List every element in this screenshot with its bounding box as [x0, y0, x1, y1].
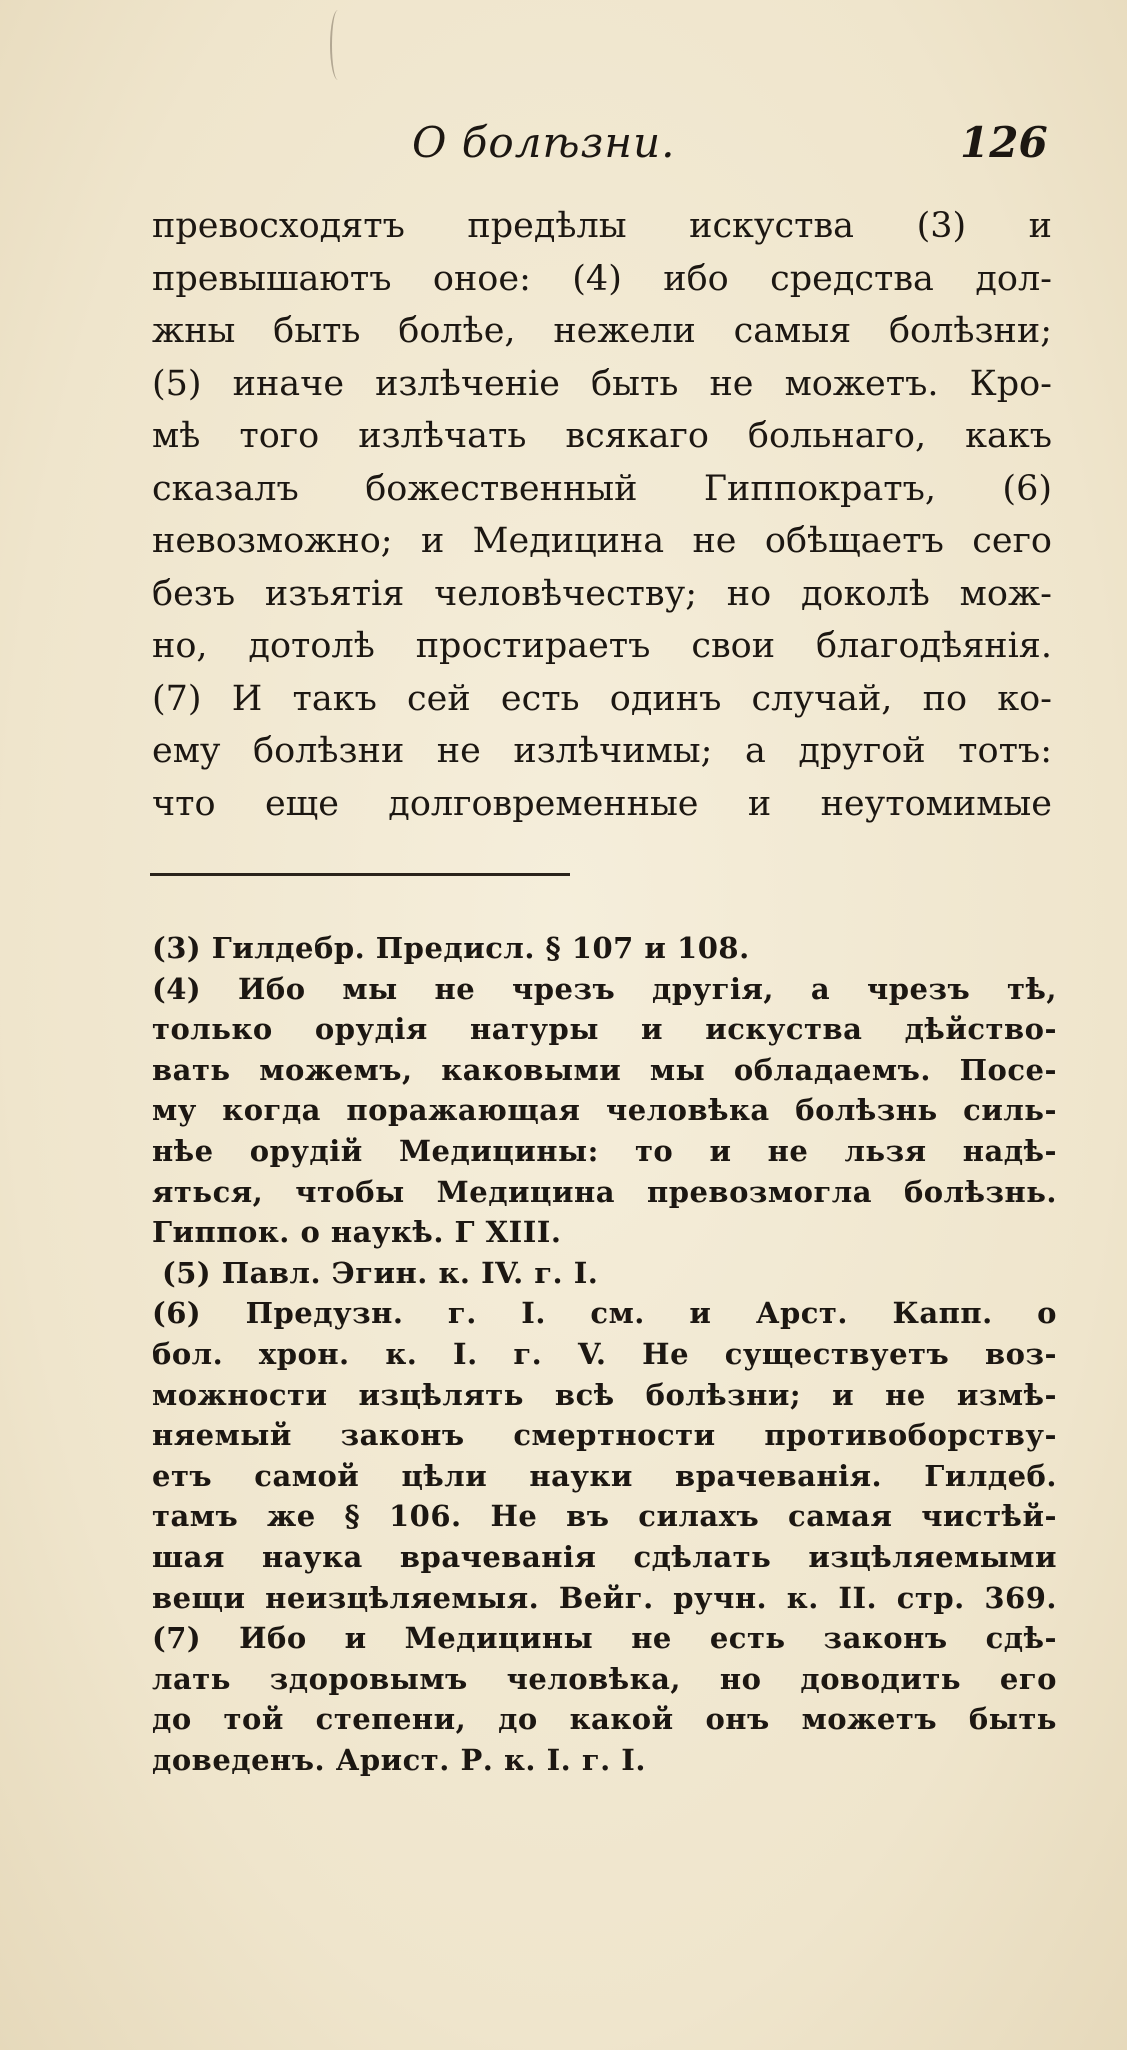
text-line: ему болѣзни не излѣчимы; а другой тотъ: — [152, 731, 1052, 771]
text-line: превышаютъ оное: (4) ибо средства дол- — [152, 258, 1052, 299]
text-line: безъ изъятія человѣчеству; но доколѣ мож- — [152, 573, 1052, 614]
footnote-line: только орудія натуры и искуства дѣйство- — [152, 1012, 1057, 1047]
footnote-line: шая наука врачеванія сдѣлать изцѣляемыми — [152, 1539, 1057, 1574]
text-line: но, дотолѣ простираетъ свои благодѣянія. — [152, 626, 1052, 666]
footnote-line: (4) Ибо мы не чрезъ другія, а чрезъ тѣ, — [152, 971, 1057, 1006]
page-number: 126 — [960, 118, 1048, 167]
footnote-line: (6) Предузн. г. I. см. и Арст. Капп. о — [152, 1296, 1057, 1331]
footnote-line: можности изцѣлять всѣ болѣзни; и не измѣ- — [152, 1377, 1057, 1412]
text-line: мѣ того излѣчать всякаго больнаго, какъ — [152, 416, 1052, 456]
footnote-line: вещи неизцѣляемыя. Вейг. ручн. к. II. стр. 369. — [152, 1580, 1057, 1615]
text-line: что еще долговременные и неутомимые — [152, 783, 1052, 824]
footnote-line: му когда поражающая человѣка болѣзнь силь- — [152, 1093, 1057, 1128]
footnote-line: (7) Ибо и Медицины не есть законъ сдѣ- — [152, 1621, 1057, 1656]
footnote-line: Гиппок. о наукѣ. Г XIII. — [152, 1215, 562, 1250]
footnote-line: до той степени, до какой онъ можетъ быть — [152, 1702, 1057, 1737]
text-line: сказалъ божественный Гиппократъ, (6) — [152, 468, 1052, 509]
footnote-line: бол. хрон. к. I. г. V. Не существуетъ воз- — [152, 1336, 1057, 1371]
text-line: (7) И такъ сей есть одинъ случай, по ко- — [152, 678, 1052, 719]
footnotes — [152, 928, 1057, 1780]
footnote-line: (3) Гилдебр. Предисл. § 107 и 108. — [152, 931, 750, 965]
footnote-divider — [150, 873, 570, 876]
footnote-line: яться, чтобы Медицина превозмогла болѣзнь. — [152, 1174, 1057, 1209]
footnote-line: няемый законъ смертности противоборству- — [152, 1418, 1057, 1453]
main-text — [152, 200, 1052, 830]
text-line: (5) иначе излѣченіе быть не можетъ. Кро- — [152, 363, 1052, 404]
running-title: О болѣзни. — [412, 118, 676, 167]
footnote-line: нѣе орудій Медицины: то и не льзя надѣ- — [152, 1133, 1057, 1168]
running-header — [0, 118, 1127, 188]
text-line: невозможно; и Медицина не обѣщаетъ сего — [152, 521, 1052, 561]
ink-mark — [330, 10, 346, 80]
text-line: превосходятъ предѣлы искуства (3) и — [152, 206, 1052, 246]
footnote-line: етъ самой цѣли науки врачеванія. Гилдеб. — [152, 1458, 1057, 1493]
footnote-line: вать можемъ, каковыми мы обладаемъ. Посе- — [152, 1052, 1057, 1087]
footnote-line: (5) Павл. Эгин. к. IV. г. I. — [162, 1255, 599, 1290]
footnote-line: тамъ же § 106. Не въ силахъ самая чистѣй- — [152, 1499, 1057, 1534]
footnote-line: лать здоровымъ человѣка, но доводить его — [152, 1661, 1057, 1696]
footnote-line: доведенъ. Арист. Р. к. I. г. I. — [152, 1742, 646, 1777]
text-line: жны быть болѣе, нежели самыя болѣзни; — [152, 311, 1052, 351]
